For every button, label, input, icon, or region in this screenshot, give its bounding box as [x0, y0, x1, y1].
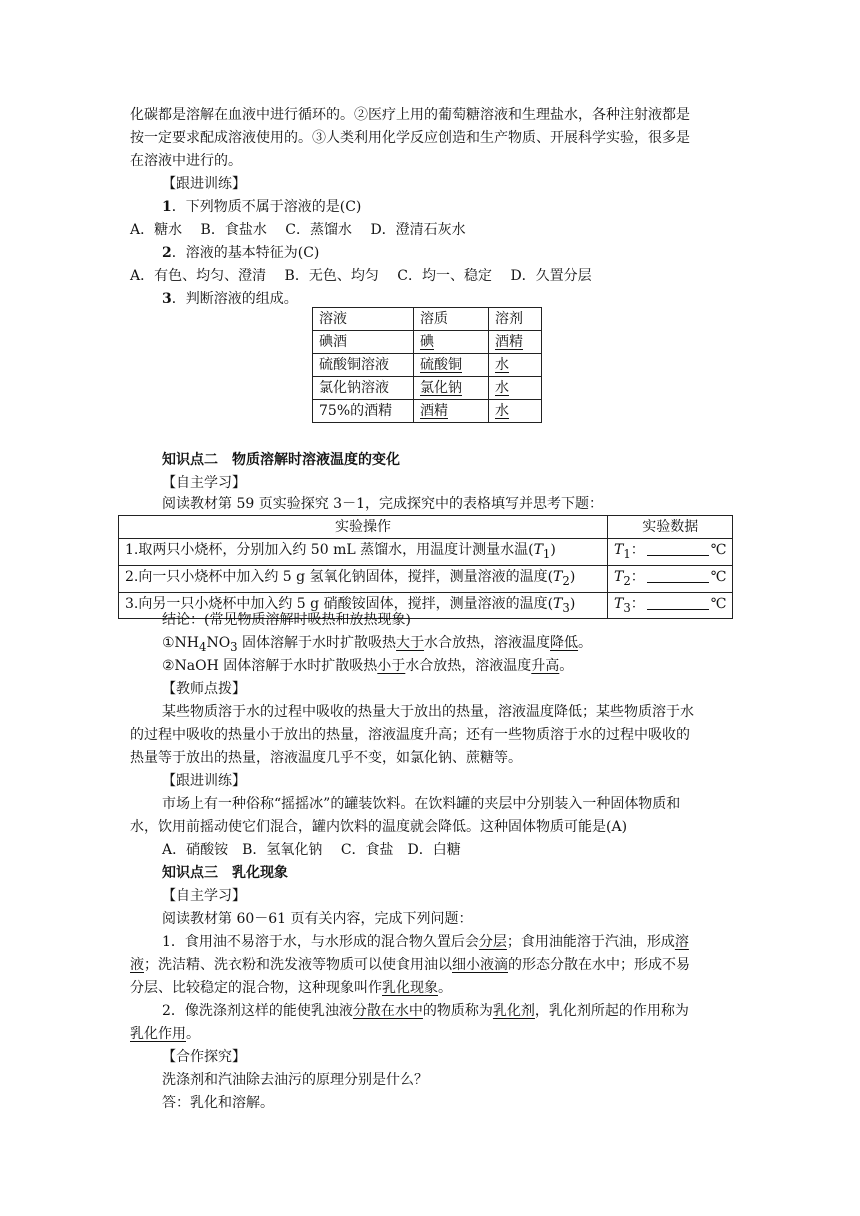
unit: ℃ [710, 568, 727, 585]
cell-solvent: 水 [495, 380, 509, 396]
text: 的形态分散在水中；形成不易 [508, 957, 690, 973]
answer-underlined: 分散在水中 [352, 1003, 423, 1019]
paragraph-line [130, 955, 690, 975]
text: 固体溶解于水时扩散吸热 [237, 635, 397, 651]
cell-solvent-wrap [489, 354, 542, 377]
question-text: ．溶液的基本特征为(C) [171, 245, 320, 261]
text: ②NaOH 固体溶解于水时扩散吸热 [162, 658, 378, 674]
subscript: 3 [230, 639, 238, 654]
text: 分层、比较稳定的混合物，这种现象叫作 [130, 980, 382, 996]
close-paren: ) [569, 595, 576, 612]
section-heading: 【跟进训练】 [162, 773, 246, 789]
paragraph-line: 在溶液中进行的。 [130, 153, 242, 169]
cell-solute-wrap [414, 354, 489, 377]
t-subscript: 1 [623, 546, 631, 561]
question-text: ．判断溶液的组成。 [171, 291, 298, 307]
close-paren: ) [550, 542, 556, 558]
header-cell: 溶质 [414, 308, 489, 331]
answer-underlined: 细小液滴 [452, 957, 508, 973]
cell-data [608, 592, 733, 619]
colon: ： [630, 595, 645, 612]
cell-solute-wrap [414, 400, 489, 423]
t-subscript: 1 [542, 546, 551, 561]
header-cell: 实验操作 [119, 516, 608, 539]
question-number: 1 [162, 199, 172, 215]
cell-solute-wrap [414, 377, 489, 400]
section-heading: 【自主学习】 [162, 475, 246, 491]
answer-text: 答：乳化和溶解。 [162, 1095, 274, 1111]
t-subscript: 3 [562, 600, 570, 615]
cell-data [608, 539, 733, 566]
text: ，乳化剂所起的作用称为 [534, 1003, 689, 1019]
paragraph-line: 水，饮用前摇动使它们混合，罐内饮料的温度就会降低。这种固体物质可能是(A) [130, 819, 628, 835]
text: ①NH [162, 635, 200, 651]
paragraph-line: 的过程中吸收的热量小于放出的热量，溶液温度升高；还有一些物质溶于水的过程中吸收的 [130, 727, 690, 743]
text: 水合放热，溶液温度 [424, 635, 551, 651]
cell-solvent-wrap [489, 377, 542, 400]
subscript: 4 [199, 639, 207, 654]
text: 。 [186, 1026, 200, 1042]
t-symbol: T [614, 595, 624, 612]
paragraph-line: 按一定要求配成溶液使用的。③人类利用化学反应创造和生产物质、开展科学实验，很多是 [130, 130, 690, 146]
answer-underlined: 乳化剂 [492, 1003, 535, 1019]
cell-operation [119, 565, 608, 592]
question-number: 3 [162, 291, 172, 307]
text: 。 [559, 658, 574, 674]
paragraph-line [162, 932, 689, 952]
question-text: 洗涤剂和汽油除去油污的原理分别是什么？ [162, 1072, 428, 1088]
unit: ℃ [710, 542, 727, 558]
answer-blank[interactable] [647, 595, 709, 610]
cell-solvent: 水 [495, 403, 509, 419]
paragraph-line: 某些物质溶于水的过程中吸收的热量大于放出的热量，溶液温度降低；某些物质溶于水 [162, 704, 694, 720]
cell-solute: 碘 [420, 334, 434, 350]
conclusion-1 [162, 633, 592, 657]
t-subscript: 2 [562, 573, 570, 588]
table-header-row [313, 308, 542, 331]
cell-solution: 硫酸铜溶液 [313, 354, 414, 377]
cell-solute-wrap [414, 331, 489, 354]
table-row [313, 331, 542, 354]
answer-underlined: 液 [130, 957, 144, 973]
unit: ℃ [710, 595, 727, 612]
paragraph-line: 化碳都是溶解在血液中进行循环的。②医疗上用的葡萄糖溶液和生理盐水，各种注射液都是 [130, 107, 690, 123]
cell-solution: 碘酒 [313, 331, 414, 354]
answer-blank[interactable] [647, 541, 709, 556]
cell-data [608, 565, 733, 592]
colon: ： [630, 568, 645, 585]
text: 。 [438, 980, 452, 996]
cell-solvent: 酒精 [495, 334, 523, 350]
experiment-table [118, 515, 733, 619]
operation-text: 1.取两只小烧杯，分别加入约 50 mL 蒸馏水，用温度计测量水温( [125, 542, 534, 558]
text: 2．像洗涤剂这样的能使乳浊液 [162, 1003, 353, 1019]
cell-solution: 75%的酒精 [313, 400, 414, 423]
paragraph-line [162, 1001, 689, 1021]
header-cell: 溶液 [313, 308, 414, 331]
cell-solvent-wrap [489, 400, 542, 423]
cell-solvent: 水 [495, 357, 509, 373]
t-subscript: 3 [623, 600, 631, 615]
paragraph-line: 热量等于放出的热量，溶液温度几乎不变，如氯化钠、蔗糖等。 [130, 750, 522, 766]
answer-underlined: 小于 [377, 658, 406, 674]
question-options: A．硝酸铵 B．氢氧化钠 C．食盐 D．白糖 [162, 842, 461, 858]
answer-blank[interactable] [647, 568, 709, 583]
cell-operation [119, 539, 608, 566]
answer-underlined: 乳化作用 [130, 1026, 186, 1042]
close-paren: ) [569, 568, 576, 585]
text: 水合放热，溶液温度 [405, 658, 532, 674]
t-symbol: T [553, 595, 563, 612]
question-number: 2 [162, 245, 172, 261]
header-cell: 实验数据 [608, 516, 733, 539]
paragraph-line [130, 978, 452, 998]
answer-underlined: 升高 [531, 658, 560, 674]
paragraph-line: 市场上有一种俗称“摇摇冰”的罐装饮料。在饮料罐的夹层中分别装入一种固体物质和 [162, 796, 681, 812]
section-heading: 【合作探究】 [162, 1049, 246, 1065]
cell-solute: 氯化钠 [420, 380, 462, 396]
question-2-options: A．有色、均匀、澄清 B．无色、均匀 C．均一、稳定 D．久置分层 [130, 268, 592, 284]
question-text: ．下列物质不属于溶液的是(C) [171, 199, 362, 215]
answer-underlined: 分层 [478, 934, 507, 950]
text: 1．食用油不易溶于水，与水形成的混合物久置后会 [162, 934, 479, 950]
cell-solution: 氯化钠溶液 [313, 377, 414, 400]
answer-underlined: 乳化现象 [382, 980, 438, 996]
t-symbol: T [553, 568, 563, 585]
t-symbol: T [614, 542, 624, 558]
knowledge-point-3-title: 知识点三 乳化现象 [162, 865, 288, 881]
text: NO [206, 635, 231, 651]
header-cell: 溶剂 [489, 308, 542, 331]
cell-solute: 酒精 [420, 403, 448, 419]
table-header-row [119, 516, 733, 539]
instruction-text: 阅读教材第 59 页实验探究 3－1，完成探究中的表格填写并思考下题： [162, 496, 603, 512]
t-symbol: T [614, 568, 624, 585]
section-heading: 【跟进训练】 [162, 176, 246, 192]
text: ；食用油能溶于汽油，形成 [506, 934, 675, 950]
knowledge-point-2-title: 知识点二 物质溶解时溶液温度的变化 [162, 452, 400, 468]
text: 的物质称为 [422, 1003, 493, 1019]
answer-underlined: 降低 [550, 635, 579, 651]
table-row [119, 565, 733, 592]
solution-composition-table [312, 307, 542, 423]
instruction-text: 阅读教材第 60－61 页有关内容，完成下列问题： [162, 911, 473, 927]
question-1-options: A．糖水 B．食盐水 C．蒸馏水 D．澄清石灰水 [130, 222, 466, 238]
paragraph-line [130, 1024, 200, 1044]
cell-solvent-wrap [489, 331, 542, 354]
question-1 [162, 197, 361, 217]
text: 。 [578, 635, 593, 651]
section-heading: 【自主学习】 [162, 888, 246, 904]
operation-text: 3.向另一只小烧杯中加入约 5 g 硝酸铵固体，搅拌，测量溶液的温度( [125, 595, 554, 612]
answer-underlined: 大于 [396, 635, 425, 651]
table-row [119, 539, 733, 566]
t-symbol: T [533, 542, 543, 558]
conclusion-title: 结论：(常见物质溶解时吸热和放热现象) [162, 612, 411, 628]
table-row [313, 354, 542, 377]
table-row [313, 400, 542, 423]
question-2 [162, 243, 319, 263]
answer-underlined: 溶 [674, 934, 689, 950]
operation-text: 2.向一只小烧杯中加入约 5 g 氢氧化钠固体，搅拌，测量溶液的温度( [125, 568, 554, 585]
t-subscript: 2 [623, 573, 631, 588]
question-3 [162, 289, 298, 309]
conclusion-2 [162, 656, 573, 676]
colon: ： [630, 542, 645, 558]
cell-solute: 硫酸铜 [420, 357, 462, 373]
table-row [313, 377, 542, 400]
section-heading: 【教师点拨】 [162, 681, 246, 697]
text: ；洗洁精、洗衣粉和洗发液等物质可以使食用油以 [144, 957, 452, 973]
